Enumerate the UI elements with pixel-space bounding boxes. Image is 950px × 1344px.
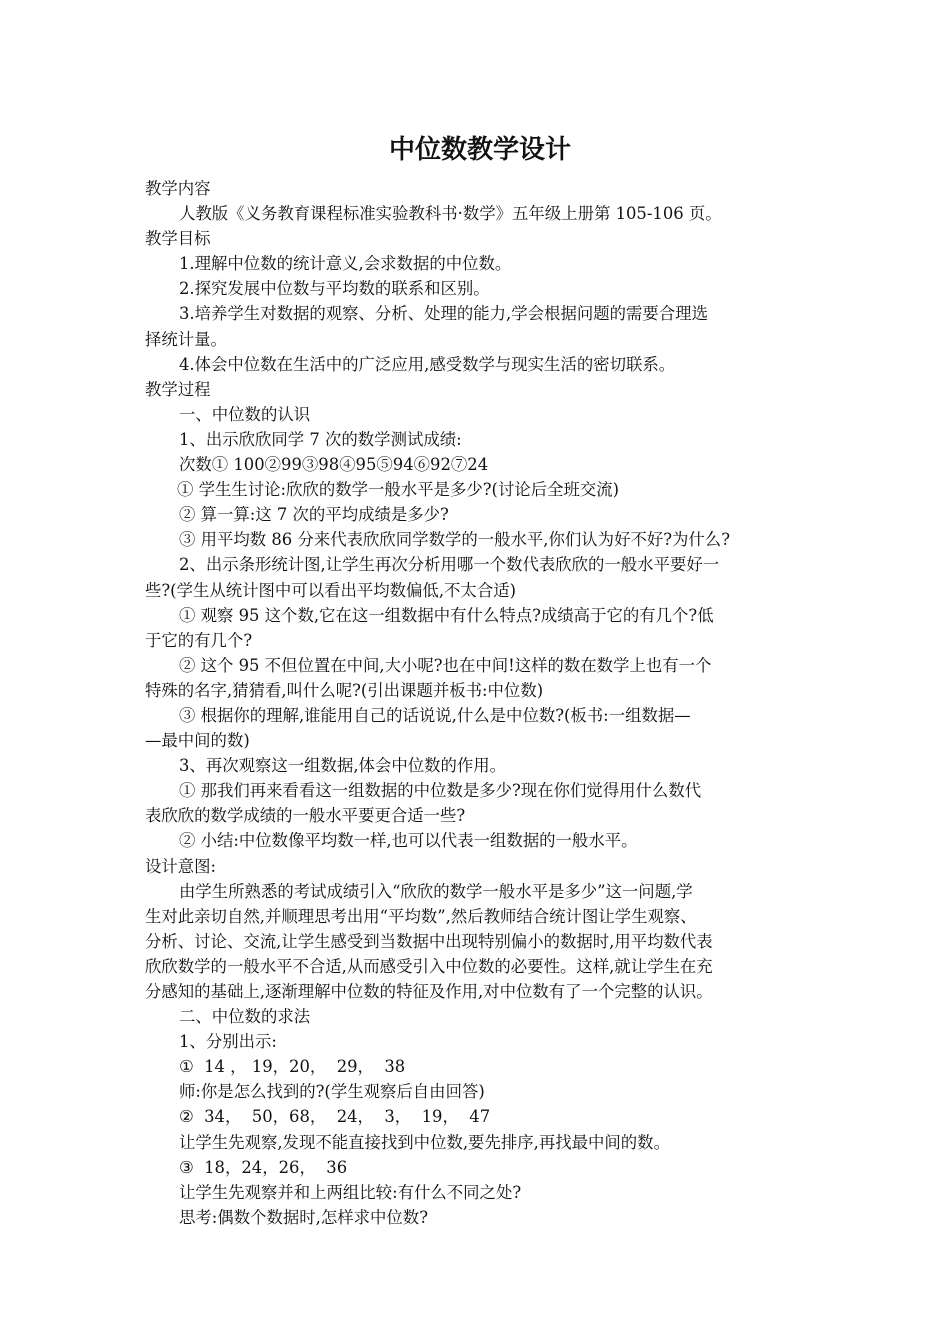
text-line: 思考:偶数个数据时,怎样求中位数?	[179, 1207, 428, 1227]
text-line: 分析、讨论、交流,让学生感受到当数据中出现特别偏小的数据时,用平均数代表	[145, 931, 713, 951]
text-line: ② 算一算:这 7 次的平均成绩是多少?	[179, 505, 449, 525]
text-line: 教学目标	[145, 229, 211, 249]
text-line: 特殊的名字,猜猜看,叫什么呢?(引出课题并板书:中位数)	[145, 680, 544, 700]
text-line: 于它的有几个?	[145, 630, 253, 650]
text-line: 1、出示欣欣同学 7 次的数学测试成绩:	[179, 429, 462, 449]
text-line: ③ 18，24，26， 36	[179, 1157, 348, 1177]
text-line: 3、再次观察这一组数据,体会中位数的作用。	[179, 756, 507, 776]
text-line: 择统计量。	[145, 329, 227, 349]
text-line: 由学生所熟悉的考试成绩引入“欣欣的数学一般水平是多少”这一问题,学	[179, 881, 693, 901]
text-line: ① 观察 95 这个数,它在这一组数据中有什么特点?成绩高于它的有几个?低	[179, 605, 714, 625]
text-line: 1.理解中位数的统计意义,会求数据的中位数。	[179, 254, 512, 274]
text-line: ③ 根据你的理解,谁能用自己的话说说,什么是中位数?(板书:一组数据—	[179, 705, 691, 725]
document-title: 中位数教学设计	[388, 135, 571, 165]
text-line: 4.体会中位数在生活中的广泛应用,感受数学与现实生活的密切联系。	[179, 354, 676, 374]
text-line: 2.探究发展中位数与平均数的联系和区别。	[179, 279, 490, 299]
text-line: ② 这个 95 不但位置在中间,大小呢?也在中间!这样的数在数学上也有一个	[179, 655, 712, 675]
text-line: 3.培养学生对数据的观察、分析、处理的能力,学会根据问题的需要合理选	[179, 304, 708, 324]
text-line: ① 那我们再来看看这一组数据的中位数是多少?现在你们觉得用什么数代	[179, 781, 702, 801]
text-line: 一、中位数的认识	[179, 404, 311, 424]
text-line: 让学生先观察,发现不能直接找到中位数,要先排序,再找最中间的数。	[179, 1132, 670, 1152]
text-line: 人教版《义务教育课程标准实验教科书·数学》五年级上册第 105-106 页。	[179, 204, 722, 224]
text-line: 设计意图:	[145, 856, 217, 876]
text-line: ① 学生生讨论:欣欣的数学一般水平是多少?(讨论后全班交流)	[177, 480, 620, 500]
text-line: 分感知的基础上,逐渐理解中位数的特征及作用,对中位数有了一个完整的认识。	[145, 982, 713, 1001]
document-body	[145, 176, 815, 1230]
text-line: 次数① 100②99③98④95⑤94⑥92⑦24	[179, 455, 489, 475]
text-line: 让学生先观察并和上两组比较:有什么不同之处?	[179, 1182, 522, 1202]
text-line: ① 14 ， 19，20， 29， 38	[179, 1057, 406, 1077]
text-line: 教学内容	[145, 179, 211, 198]
text-line: 些?(学生从统计图中可以看出平均数偏低,不太合适)	[145, 580, 516, 600]
text-line: 2、出示条形统计图,让学生再次分析用哪一个数代表欣欣的一般水平要好一	[179, 555, 720, 575]
text-line: —最中间的数)	[145, 731, 250, 751]
text-line: ② 小结:中位数像平均数一样,也可以代表一组数据的一般水平。	[179, 831, 638, 851]
text-line: 表欣欣的数学成绩的一般水平要更合适一些?	[145, 806, 466, 826]
document-page	[145, 130, 815, 1230]
text-line: 欣欣数学的一般水平不合适,从而感受引入中位数的必要性。这样,就让学生在充	[145, 956, 713, 976]
text-line: 生对此亲切自然,并顺理思考出用“平均数”,然后教师结合统计图让学生观察、	[145, 906, 697, 926]
text-line: ② 34， 50，68， 24， 3， 19， 47	[179, 1107, 491, 1127]
text-line: ③ 用平均数 86 分来代表欣欣同学数学的一般水平,你们认为好不好?为什么?	[179, 530, 730, 550]
text-line: 师:你是怎么找到的?(学生观察后自由回答)	[179, 1082, 485, 1102]
text-line: 1、分别出示:	[179, 1032, 277, 1052]
text-line: 教学过程	[145, 379, 211, 399]
text-line: 二、中位数的求法	[179, 1007, 311, 1027]
